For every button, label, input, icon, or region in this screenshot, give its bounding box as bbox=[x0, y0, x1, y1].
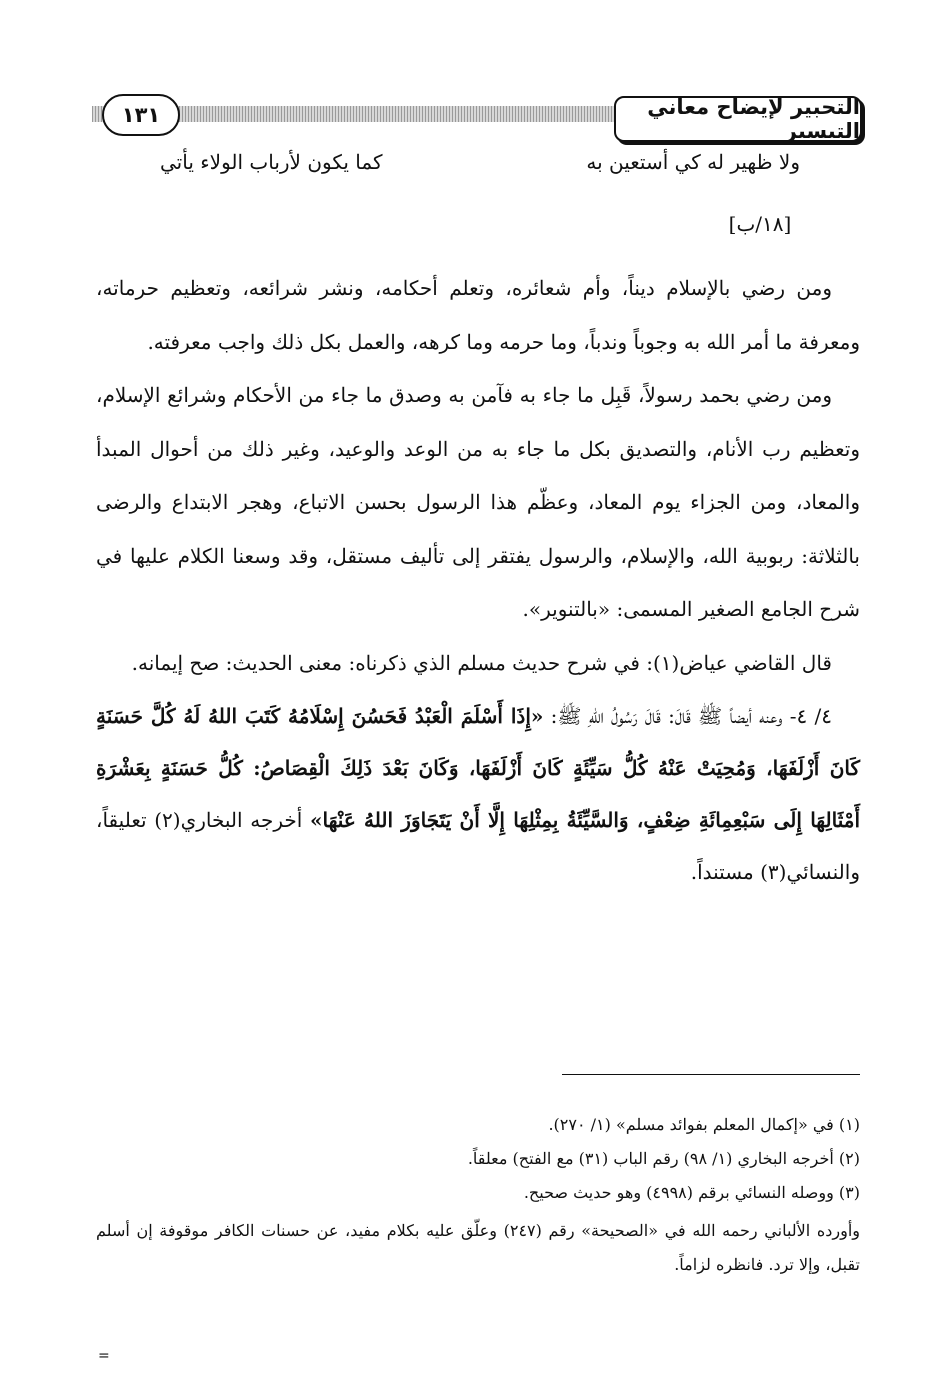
footnote-separator bbox=[562, 1074, 860, 1075]
hadith-paragraph bbox=[96, 690, 860, 898]
footnote-3-continuation: وأورده الألباني رحمه الله في «الصحيحة» رقم (٢٤٧) وعلّق عليه بكلام مفيد، عن حسنات الكافر موقوفة إن أسلم تقبل، وإلا ترد. فانظره لزاماً. bbox=[96, 1221, 860, 1274]
footnote-1: (١) في «إكمال المعلم بفوائد مسلم» (١/ ٢٧٠). bbox=[548, 1115, 860, 1134]
manuscript-folio-mark: [١٨/ب] bbox=[728, 212, 792, 236]
poetry-verse bbox=[160, 150, 800, 184]
paragraph-qadi-iyad: قال القاضي عياض(١): في شرح حديث مسلم الذي ذكرناه: معنى الحديث: صح إيمانه. bbox=[131, 650, 832, 675]
paragraph-islam: ومن رضي بالإسلام ديناً، وأم شعائره، وتعلم أحكامه، ونشر شرائعه، وتعظيم حرماته، ومعرفة ما أمر الله به وجوباً وندباً، وما حرمه وما كرهه، والعمل بكل ذلك واجب معرفته. bbox=[96, 276, 860, 354]
verse-second-hemistich: كما يكون لأرباب الولاء يأتي bbox=[160, 150, 383, 174]
hadith-matn: «إِذَا أَسْلَمَ الْعَبْدُ فَحَسُنَ إِسْلَامُهُ كَتَبَ اللهُ لَهُ كُلَّ حَسَنَةٍ كَانَ أَزْلَفَهَا، وَمُحِيَتْ عَنْهُ كُلُّ سَيِّئَةٍ كَانَ أَزْلَفَهَا، وَكَانَ بَعْدَ ذَلِكَ الْقِصَاصُ: كُلُّ حَسَنَةٍ بِعَشْرَةِ أَمْثَالِهَا إِلَى سَبْعِمِائَةِ ضِعْفٍ، وَالسَّيِّئَةُ بِمِثْلِهَا إِلَّا أَنْ يَتَجَاوَزَ اللهُ عَنْهَا» bbox=[96, 704, 861, 832]
page-bottom-marker: = bbox=[98, 1348, 110, 1364]
hadith-takhrij: أخرجه البخاري(٢) تعليقاً، والنسائي(٣) مستنداً. bbox=[96, 808, 860, 884]
verse-first-hemistich: ولا ظهير له كي أستعين به bbox=[586, 150, 800, 174]
footnote-3: (٣) ووصله النسائي برقم (٤٩٩٨) وهو حديث صحيح. bbox=[523, 1183, 860, 1202]
footnotes bbox=[96, 1108, 860, 1282]
page-number: ١٣١ bbox=[102, 94, 180, 136]
running-header bbox=[92, 96, 862, 146]
book-title: التحبير لإيضاح معاني التيسير bbox=[614, 96, 862, 142]
hadith-isnad: ٤/ ٤- وعنه أيضاً ﷺ قَالَ: قَالَ رَسُولُ اللهِ ﷺ: bbox=[543, 704, 832, 728]
main-text bbox=[96, 262, 860, 898]
paragraph-messenger: ومن رضي بحمد رسولاً، قَبِل ما جاء به فآمن به وصدق ما جاء من الأحكام وشرائع الإسلام، وتعظيم رب الأنام، والتصديق بكل ما جاء به من الوعد والوعيد، وغير ذلك من أحوال المبدأ والمعاد، ومن الجزاء يوم المعاد، وعظّم هذا الرسول بحسن الاتباع، وهجر الابتداع والرضى بالثلاثة: ربوبية الله، والإسلام، والرسول يفتقر إلى تأليف مستقل، وقد وسعنا الكلام عليها في شرح الجامع الصغير المسمى: «بالتنوير». bbox=[96, 383, 860, 621]
footnote-2: (٢) أخرجه البخاري (١/ ٩٨) رقم الباب (٣١) مع الفتح) معلقاً. bbox=[467, 1149, 860, 1168]
